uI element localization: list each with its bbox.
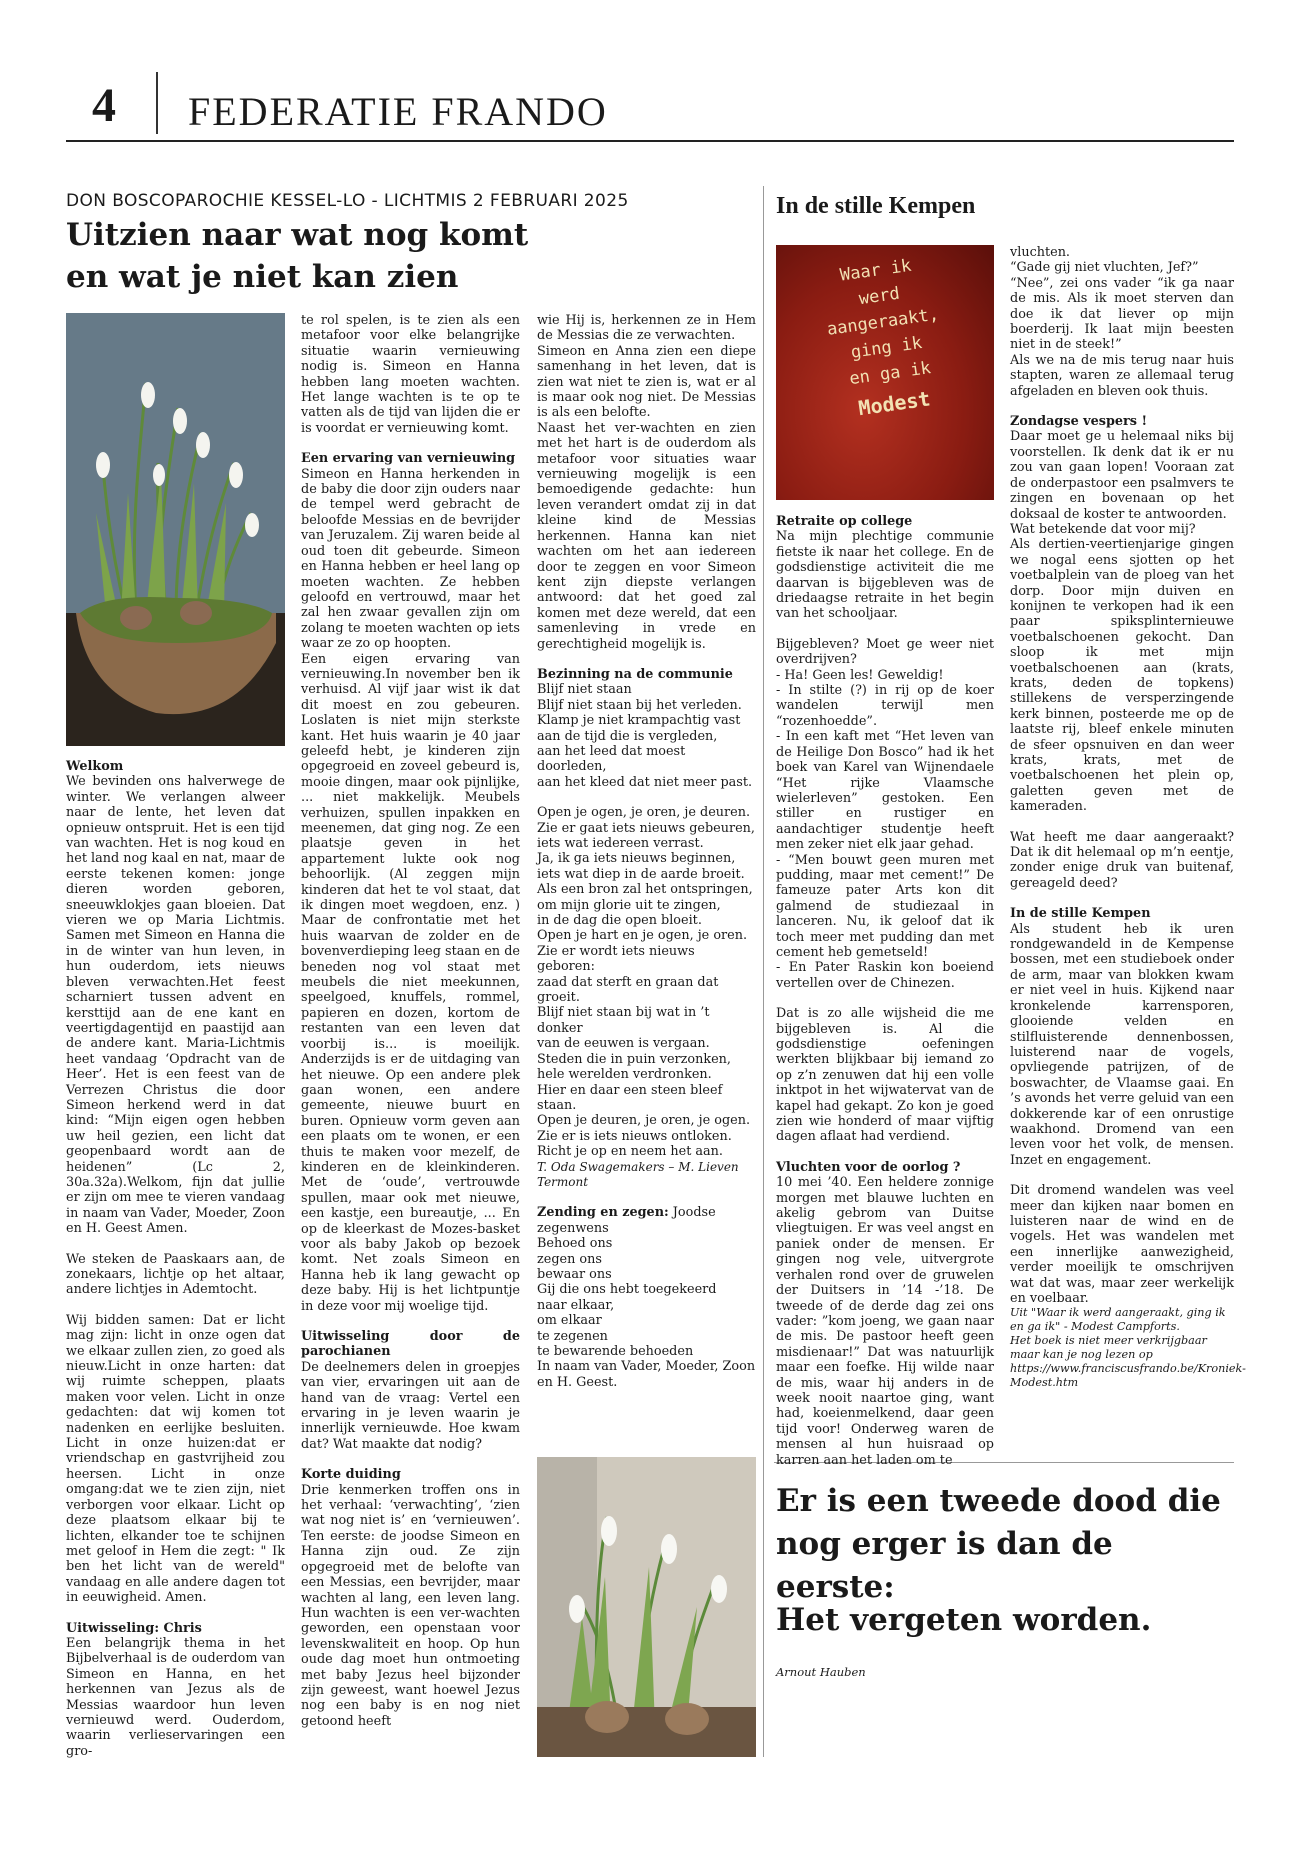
zending-subtitle: Joodse zegenwens <box>537 1205 716 1236</box>
paragraph: Drie kenmerken troffen ons in het verhaal: ‘verwachting’, ‘zien wat nog niet is’ en ‘vernieuwen’. Ten eerste: de joodse Simeon en Hanna zijn oud. Ze zijn opgegroeid met de belofte van een Messias, een bevrijder, maar wachten al lang, een leven lang. Hun wachten is een ver-wachten geworden, een openstaan voor levenskwaliteit en hoop. Op hun oude dag moet hun ontmoeting met baby Jezus heel bijzonder zijn geweest, want hoewel Jezus nog een baby is en nog niet getoond heeft <box>301 1482 520 1729</box>
poem-line: Open je ogen, je oren, je deuren. <box>537 805 751 821</box>
paragraph: Als we na de mis terug naar huis stapten, waren ze allemaal terug afgeladen en bleven ook thuis. <box>1010 352 1234 399</box>
article-column-2 <box>301 313 520 1729</box>
section-heading-kempen: In de stille Kempen <box>1010 906 1151 922</box>
poem-line: aan de tijd die is vergleden, <box>537 728 718 744</box>
masthead <box>66 70 1234 142</box>
paragraph: vluchten. <box>1010 245 1070 260</box>
poem-line: Steden die in puin verzonken, <box>537 1051 731 1067</box>
section-heading-korte-duiding: Korte duiding <box>301 1467 401 1483</box>
poem-line: om elkaar <box>537 1313 602 1329</box>
poem-line: Zie er gaat iets nieuws gebeuren, <box>537 820 755 836</box>
pull-quote-line-1: Er is een tweede dood die <box>776 1483 1221 1519</box>
section-heading-zending: Zending en zegen: <box>537 1205 669 1221</box>
paragraph: Wat heeft me daar aangeraakt? Dat ik dit helemaal op m’n eentje, zonder enige druk van buitenaf, gereageld deed? <box>1010 829 1234 891</box>
paragraph: - “Men bouwt geen muren met pudding, maar met cement!” De fameuze pater Arts kon dit galmend de studiezaal in lanceren. Nu, ik geloof dat ik toch meer met pudding dan met cement heb gemetseld! <box>776 852 994 960</box>
poem-line: van de eeuwen is vergaan. <box>537 1036 710 1052</box>
poem-line: bewaar ons <box>537 1266 612 1282</box>
paragraph: De deelnemers delen in groepjes van vier, ervaringen uit aan de hand van de vraag: Vertel een ervaring in je leven waarin je innerlijk vernieuwde. Hoe kwam dat? Wat maakte dat nodig? <box>301 1359 520 1452</box>
paragraph: Bijgebleven? Moet ge weer niet overdrijven? <box>776 636 994 668</box>
paragraph: We steken de Paaskaars aan, de zonekaars, lichtje op het altaar, andere lichtjes in Ademtocht. <box>66 1251 285 1298</box>
book-cover-image <box>776 245 994 500</box>
page-number: 4 <box>92 79 116 132</box>
paragraph: - Ha! Geen les! Geweldig! <box>776 667 944 683</box>
poem-stanza-2 <box>537 805 756 1159</box>
poem-line: Hier en daar een steen bleef staan. <box>537 1082 723 1113</box>
book-cover-line: ging ik <box>849 333 924 363</box>
poem-line: te zegenen <box>537 1328 608 1344</box>
snowdrops-illustration <box>66 313 285 746</box>
pull-quote-author: Arnout Hauben <box>776 1665 866 1679</box>
section-heading-ervaring: Een ervaring van vernieuwing <box>301 451 516 467</box>
poem-credit: T. Oda Swagemakers – M. Lieven Termont <box>537 1159 739 1189</box>
poem-line: Ja, ik ga iets nieuws beginnen, <box>537 851 736 867</box>
poem-line: aan het leed dat moest doorleden, <box>537 743 686 775</box>
paragraph: - In een kaft met “Het leven van de Heilige Don Bosco” had ik het boek van Karel van Wijnendaele “Het rijke Vlaamsche wielerleven” gestoken. Een stiller en rustiger en aandachtiger studentje heeft men zeker niet elk jaar gehad. <box>776 729 994 853</box>
pull-quote-line-3: Het vergeten worden. <box>776 1602 1152 1638</box>
poem-line: Klamp je niet krampachtig vast <box>537 713 741 729</box>
headline-line-2: en wat je niet kan zien <box>66 259 459 295</box>
book-cover-line: aangeraakt, <box>825 304 941 340</box>
paragraph: “Nee”, zei ons vader “ik ga naar de mis. Als ik moet sterven dan doe ik dat liever op mijn boerderij. Ik laat mijn beesten niet in de steek!” <box>1010 275 1234 353</box>
article-column-3 <box>537 313 756 1390</box>
poem-line: Blijf niet staan <box>537 682 632 698</box>
poem-stanza-1 <box>537 682 756 790</box>
headline-line-1: Uitzien naar wat nog komt <box>66 217 529 253</box>
masthead-divider <box>156 72 158 134</box>
poem-line: hele werelden verdronken. <box>537 1067 712 1083</box>
paragraph: Naast het ver-wachten en zien met het hart is de ouderdom als metafoor voor situaties waar vernieuwing mogelijk is een bemoedigende gedachte: hun leven verandert omdat zij in dat kleine kind de Messias herkennen. Hanna kan niet wachten om het aan iedereen door te zeggen en voor Simeon kent zijn diepste verlangen antwoord: dat het goed zal komen met deze wereld, dat een samenleving in vrede en gerechtigheid mogelijk is. <box>537 420 756 652</box>
column-rule <box>763 186 764 1757</box>
poem-line: iets wat iedereen verrast. <box>537 836 704 851</box>
section-heading-welkom: Welkom <box>66 759 124 774</box>
book-cover-line: werd <box>857 283 901 310</box>
paragraph: wie Hij is, herkennen ze in Hem de Messias die ze verwachten. <box>537 313 756 344</box>
paragraph: Een eigen ervaring van vernieuwing.In november ben ik verhuisd. Al vijf jaar wist ik dat dit moest en zou gebeuren. Loslaten is niet mijn sterkste kant. Het huis waarin je 40 jaar geleefd hebt, je kinderen zijn opgegroeid en zoveel gebeurd is, mooie dingen, maar ook pijnlijke, ... niet makkelijk. Meubels verhuizen, spullen inpakken en meenemen, dat ging nog. Ze een plaatsje geven in het appartement lukte ook nog behoorlijk. (Al zeggen mijn kinderen dat het te vol staat, dat ik dingen moet wegdoen, enz. ) Maar de confrontatie met het huis waarvan de zolder en de bovenverdieping leeg staan en de beneden nog vol staat met meubels die niet meekunnen, speelgoed, knuffels, rommel, papieren en dozen, kortom de restanten van een leven dat voorbij is... is moeilijk. Anderzijds is er de uitdaging van het nieuwe. Op een andere plek gaan wonen, een andere gemeente, nieuwe buurt en buren. Opnieuw vorm geven aan een plaats om te wonen, er een thuis te maken voor mezelf, de kinderen en de kleinkinderen. Met de ‘oude’, vertrouwde spullen, maar ook met nieuwe, een kastje, een bureautje, ... En op de kleerkast de Mozes-basket voor als baby Jakob op bezoek komt. Net zoals Simeon en Hanna heb ik lang gewacht op deze baby. Hij is het lichtpuntje in deze voor mij woelige tijd. <box>301 651 520 1314</box>
poem-line: Open je deuren, je oren, je ogen. <box>537 1113 751 1129</box>
snowdrops-closeup-photo <box>537 1457 756 1757</box>
paragraph: Wij bidden samen: Dat er licht mag zijn: licht in onze ogen dat we elkaar zullen zien, zo goed als nieuw.Licht in onze harten: dat wij ruimte scheppen, plaats maken voor velen. Licht in onze gedachten: dat wij komen tot nadenken en eerlijke besluiten. Licht in onze huizen:dat er vriendschap en gastvrijheid zou heersen. Licht in onze omgang:dat we te zien zijn, niet verborgen voor elkaar. Licht op deze plaatsom elkaar bij te lichten, elkander toe te schijnen met geloof in Hem die zegt: " Ik ben het licht van de wereld" vandaag en alle andere dagen tot in eeuwigheid. Amen. <box>66 1312 285 1606</box>
snowdrops-photo <box>66 313 285 746</box>
poem-line: naar elkaar, <box>537 1297 615 1313</box>
paragraph: Simeon en Hanna herkenden in de baby die door zijn ouders naar de tempel werd gebracht de beloofde Messias en de bevrijder van Jeruzalem. Zij waren beide al oud toen dit gebeurde. Simeon en Hanna hebben er heel lang op moeten wachten. Ze hebben geloofd en vertrouwd, maar het zal hen zwaar gevallen zijn om zolang te moeten wachten op iets waar ze zo op hoopten. <box>301 466 520 652</box>
book-cover-author: Modest <box>856 386 932 421</box>
paragraph: Een belangrijk thema in het Bijbelverhaal is de ouderdom van Simeon en Hanna, en het herkennen van Jezus als de Messias waardoor hun leven vernieuwd werd. Ouderdom, waarin verlieservaringen een gro- <box>66 1635 285 1759</box>
poem-line: iets wat diep in de aarde broeit. <box>537 866 745 882</box>
source-note: Uit "Waar ik werd aangeraakt, ging ik en ga ik" - Modest Campforts. <box>1010 1306 1226 1334</box>
sidebar-column-2 <box>1010 245 1246 1390</box>
paragraph: Wat betekende dat voor mij? <box>1010 521 1196 537</box>
section-heading-uitwisseling-parochianen: Uitwisseling door de parochianen <box>301 1329 520 1360</box>
paragraph: Simeon en Anna zien een diepe samenhang in het leven, dat is zien wat niet te zien is, wat er al is maar ook nog niet. De Messias is als een belofte. <box>537 343 756 421</box>
paragraph: Daar moet ge u helemaal niks bij voorstellen. Ik denk dat ik er nu zou van gaan lopen! Vooraan zat de onderpastoor een psalmvers te zingen en bovenaan op het doksaal de koster te antwoorden. <box>1010 429 1234 522</box>
poem-line: om mijn glorie uit te zingen, <box>537 897 721 913</box>
poem-line: Zie er is iets nieuws ontloken. <box>537 1128 732 1144</box>
snowdrops-closeup-illustration <box>537 1457 756 1757</box>
poem-line: Gij die ons hebt toegekeerd <box>537 1282 717 1298</box>
poem-line: Als een bron zal het ontspringen, <box>537 882 753 898</box>
poem-line: Open je hart en je ogen, je oren. <box>537 928 748 944</box>
poem-line: zegen ons <box>537 1251 602 1267</box>
section-heading-uitwisseling-chris: Uitwisseling: Chris <box>66 1620 202 1636</box>
publication-title: FEDERATIE FRANDO <box>188 89 608 134</box>
pull-quote-line-2: nog erger is dan de eerste: <box>776 1526 1113 1605</box>
paragraph: 10 mei ’40. Een heldere zonnige morgen met blauwe luchten en akelig gebrom van Duitse vliegtuigen. Er was veel angst en paniek onder de mensen. Er gingen nog vele, uitvergrote verhalen rond over de gruwelen der Duitsers in ’14 -’18. De tweede of de derde dag zei ons vader: ”kom joeng, we gaan naar de mis. De pastoor heeft geen misdienaar!” Dat was natuurlijk maar een foefke. Hij wilde naar de mis, waar hij anders in de week nooit naartoe ging, want had, koeienmelkend, daar geen tijd voor! Onderweg waren de mensen al hun huisraad op karren aan het laden om te <box>776 1175 994 1468</box>
poem-line: in de dag die open bloeit. <box>537 913 702 929</box>
book-cover-line: en ga ik <box>848 358 933 390</box>
zending-line <box>537 1205 756 1236</box>
paragraph: Dit dromend wandelen was veel meer dan kijken naar bomen en luisteren naar de wind en de vogels. Het was wandelen met een innerlijke aanwezigheid, verder moeilijk te omschrijven wat dat was, maar zeer werkelijk en voelbaar. <box>1010 1183 1234 1306</box>
blessing <box>537 1236 756 1390</box>
article-kicker: DON BOSCOPAROCHIE KESSEL-LO - LICHTMIS 2 FEBRUARI 2025 <box>66 191 629 211</box>
poem-line: aan het kleed dat niet meer past. <box>537 774 753 790</box>
paragraph: Dat is zo alle wijsheid die me bijgebleven is. Al die godsdienstige oefeningen werkten blijkbaar bij iemand zo op z’n zenuwen dat hij een volle inktpot in het wijwatervat van de kapel had gekapt. Zo kon je goed zien wie honderd of maar vijftig dagen aflaat had verdiend. <box>776 1006 994 1145</box>
poem-line: Richt je op en neem het aan. <box>537 1144 723 1160</box>
book-cover-line: Waar ik <box>838 255 913 286</box>
paragraph: We bevinden ons halverwege de winter. We verlangen alweer naar de lente, het leven dat opnieuw ontspruit. Het is een tijd van wachten. Het is nog koud en het land nog kaal en nat, maar de eerste tekenen komen: jonge dieren worden geboren, sneeuwklokjes gaan bloeien. Dat vieren we op Maria Lichtmis. Samen met Simeon en Hanna die in de winter van hun leven, in hun ouderdom, iets nieuws bleven verwachten.Het feest scharniert tussen advent en kersttijd aan de ene kant en veertigdagentijd en paastijd aan de andere kant. Maria-Lichtmis heet vandaag ‘Opdracht van de Heer’. Het is een feest van de Verrezen Christus die door Simeon herkend werd in dat kind: “Mijn eigen ogen hebben uw heil gezien, een licht dat geopenbaard wordt aan de heidenen” (Lc 2, 30a.32a).Welkom, fijn dat jullie er zijn om mee te vieren vandaag in naam van Vader, Moeder, Zoon en H. Geest Amen. <box>66 774 286 1237</box>
paragraph: te rol spelen, is te zien als een metafoor voor elke belangrijke situatie waarin vernieuwing nodig is. Simeon en Hanna hebben lang moeten wachten. Het lange wachten is te op te vatten als de tijd van lijden die er is voordat er vernieuwing komt. <box>301 313 520 436</box>
section-heading-bezinning: Bezinning na de communie <box>537 666 733 682</box>
paragraph: - In stilte (?) in rij op de koer wandelen terwijl men “rozenhoedde”. <box>776 683 994 729</box>
source-link-note: Het boek is niet meer verkrijgbaar maar kan je nog lezen op https://www.franciscusfrando.be/Kroniek-Modest.htm <box>1010 1334 1246 1390</box>
section-heading-vespers: Zondagse vespers ! <box>1010 414 1148 430</box>
article-column-1 <box>66 759 285 1759</box>
poem-line: Blijf niet staan bij het verleden. <box>537 697 742 713</box>
poem-line: Behoed ons <box>537 1236 613 1252</box>
section-heading-retraite: Retraite op college <box>776 514 913 529</box>
section-heading-vluchten: Vluchten voor de oorlog ? <box>776 1159 961 1175</box>
poem-line: zaad dat sterft en graan dat groeit. <box>537 974 719 1006</box>
paragraph: “Gade gij niet vluchten, Jef?” <box>1010 260 1199 276</box>
sidebar-title: In de stille Kempen <box>776 193 976 219</box>
poem-line: Blijf niet staan bij wat in ’t donker <box>537 1005 710 1036</box>
paragraph: Na mijn plechtige communie fietste ik naar het college. En de godsdienstige activiteit die me daarvan is bijgebleven was de driedaagse retraite in het begin van het schooljaar. <box>776 529 994 622</box>
poem-line: Zie er wordt iets nieuws geboren: <box>537 943 695 975</box>
book-cover-title <box>780 245 990 430</box>
pull-quote <box>776 1480 1236 1609</box>
sidebar-column-1 <box>776 514 994 1468</box>
poem-line: In naam van Vader, Moeder, Zoon en H. Geest. <box>537 1359 756 1390</box>
paragraph: Als dertien-veertienjarige gingen we nogal eens sjotten op het voetbalplein van de ploeg van het dorp. Door mijn duiven en konijnen te verkopen had ik een paar spiksplinternieuwe voetbalschoenen gekocht. Dan sloop ik met mijn voetbalschoenen aan (krats, krats, deden de topkens) stillekens de versperzingende kerk binnen, posteerde me op de laatste rij, bleef enkele minuten de sfeer opsnuiven en dan weer krats, krats, met de voetbalschoenen het plein op, galetten geven met de kameraden. <box>1010 537 1234 815</box>
paragraph: - En Pater Raskin kon boeiend vertellen over de Chinezen. <box>776 960 994 991</box>
paragraph: Als student heb ik uren rondgewandeld in de Kempense bossen, met een studieboek onder de arm, maar van blokken kwam er niet veel in huis. Kijkend naar kronkelende karrensporen, glooiende velden en stilfluisterende dennenbossen, luisterend naar de vogels, opvliegende patrijzen, of de boswachter, de Vlaamse gaai. En ’s avonds het verre geluid van een dokkerende kar of een onrustige waakhond. Dromend van een leven voor het volk, de mensen. Inzet en engagement. <box>1010 921 1234 1168</box>
poem-line: te bewarende behoeden <box>537 1344 694 1359</box>
article-headline <box>66 214 766 298</box>
